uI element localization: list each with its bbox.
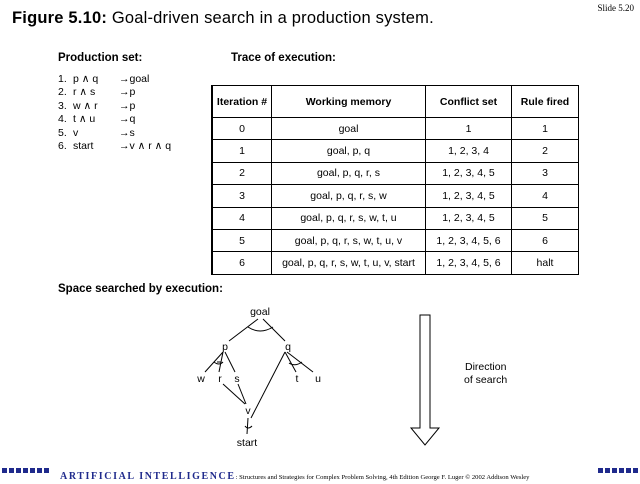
column-header-iteration: Iteration #	[212, 86, 272, 118]
trace-table	[211, 85, 579, 275]
rule-arrow: →	[119, 140, 130, 153]
rule-number: 2.	[58, 86, 67, 99]
footer-citation: : Structures and Strategies for Complex Problem Solving, 4th Edition George F. Luger © 2002 Addison Wesley	[235, 474, 530, 481]
rule-conclusion: goal	[129, 73, 150, 85]
rule-condition: t ∧ u	[73, 113, 96, 126]
cell-iteration: 0	[212, 118, 272, 140]
rule-number: 4.	[58, 113, 67, 126]
cell-iteration: 4	[212, 207, 272, 229]
cell-conflict-set: 1, 2, 3, 4, 5, 6	[426, 252, 512, 274]
production-rule	[58, 73, 171, 86]
production-set-heading: Production set:	[58, 52, 143, 64]
and-arc-start	[245, 426, 252, 428]
trace-table-body	[212, 118, 579, 275]
rule-number: 5.	[58, 126, 67, 139]
table-row	[212, 140, 579, 162]
node-t: t	[295, 373, 299, 385]
rule-arrow: →	[119, 86, 130, 99]
rule-arrow: →	[119, 126, 130, 139]
node-p: p	[222, 341, 228, 353]
column-header-conflict-set: Conflict set	[426, 86, 512, 118]
table-row	[212, 207, 579, 229]
direction-label-line2: of search	[464, 374, 508, 386]
cell-working-memory: goal, p, q, r, s, w, t, u	[272, 207, 426, 229]
rule-conclusion: v ∧ r ∧ q	[129, 140, 172, 153]
node-q: q	[285, 341, 291, 353]
cell-iteration: 3	[212, 185, 272, 207]
rule-number: 1.	[58, 73, 67, 85]
rule-condition: v	[73, 126, 79, 139]
footer-brand: ARTIFICIAL INTELLIGENCE	[60, 471, 236, 482]
node-goal: goal	[250, 306, 270, 318]
node-v: v	[245, 405, 251, 417]
table-row	[212, 229, 579, 251]
rule-number: 6.	[58, 140, 67, 153]
rule-condition: w ∧ r	[73, 99, 98, 112]
cell-working-memory: goal, p, q, r, s	[272, 162, 426, 184]
table-row	[212, 185, 579, 207]
table-row	[212, 162, 579, 184]
rule-arrow: →	[119, 99, 130, 112]
direction-label-line1: Direction	[465, 361, 507, 373]
space-searched-heading: Space searched by execution:	[58, 283, 223, 295]
rule-number: 3.	[58, 99, 67, 112]
cell-rule-fired: 4	[512, 185, 579, 207]
rule-arrow: →	[119, 113, 130, 126]
node-start: start	[236, 437, 258, 449]
rule-conclusion: s	[129, 126, 135, 139]
table-row	[212, 252, 579, 274]
cell-rule-fired: 1	[512, 118, 579, 140]
cell-iteration: 6	[212, 252, 272, 274]
cell-working-memory: goal, p, q, r, s, w, t, u, v, start	[272, 252, 426, 274]
and-arc-goal	[248, 327, 273, 331]
production-rule	[58, 86, 171, 99]
cell-rule-fired: 6	[512, 229, 579, 251]
cell-working-memory: goal, p, q, r, s, w	[272, 185, 426, 207]
rule-condition: r ∧ s	[73, 86, 96, 99]
cell-conflict-set: 1, 2, 3, 4, 5	[426, 207, 512, 229]
edge-v-start	[247, 418, 248, 434]
footer-credit	[60, 466, 529, 484]
cell-rule-fired: 2	[512, 140, 579, 162]
production-rule	[58, 140, 171, 153]
cell-rule-fired: 5	[512, 207, 579, 229]
node-s: s	[234, 373, 240, 385]
edge-p-s	[225, 352, 235, 372]
production-rule	[58, 127, 171, 140]
cell-iteration: 1	[212, 140, 272, 162]
column-header-working-memory: Working memory	[272, 86, 426, 118]
cell-conflict-set: 1, 2, 3, 4, 5	[426, 162, 512, 184]
rule-conclusion: p	[129, 99, 136, 112]
figure-number: Figure 5.10:	[12, 9, 108, 27]
footer-dots-left	[2, 468, 49, 473]
cell-conflict-set: 1, 2, 3, 4, 5	[426, 185, 512, 207]
rule-conclusion: p	[129, 86, 136, 99]
node-u: u	[315, 373, 321, 385]
cell-rule-fired: halt	[512, 252, 579, 274]
cell-iteration: 5	[212, 229, 272, 251]
page-title	[12, 9, 434, 28]
node-r: r	[218, 373, 222, 385]
cell-working-memory: goal, p, q	[272, 140, 426, 162]
edge-start-q	[251, 352, 285, 418]
direction-arrow-icon	[411, 315, 439, 445]
cell-rule-fired: 3	[512, 162, 579, 184]
cell-conflict-set: 1	[426, 118, 512, 140]
production-rule	[58, 113, 171, 126]
rule-condition: start	[73, 140, 94, 153]
node-w: w	[197, 373, 205, 385]
rule-conclusion: q	[129, 113, 136, 126]
table-row	[212, 118, 579, 140]
column-header-rule-fired: Rule fired	[512, 86, 579, 118]
figure-caption: Goal-driven search in a production system.	[111, 9, 434, 27]
cell-iteration: 2	[212, 162, 272, 184]
footer-dots-right	[598, 468, 638, 473]
trace-header-row	[212, 86, 579, 118]
rule-condition: p ∧ q	[73, 73, 99, 85]
rule-arrow: →	[119, 73, 130, 85]
production-rules-list	[58, 73, 171, 153]
slide-number: Slide 5.20	[597, 3, 634, 13]
trace-heading: Trace of execution:	[231, 52, 336, 64]
cell-conflict-set: 1, 2, 3, 4	[426, 140, 512, 162]
search-space-graph	[185, 300, 515, 450]
cell-working-memory: goal	[272, 118, 426, 140]
production-rule	[58, 100, 171, 113]
cell-conflict-set: 1, 2, 3, 4, 5, 6	[426, 229, 512, 251]
cell-working-memory: goal, p, q, r, s, w, t, u, v	[272, 229, 426, 251]
